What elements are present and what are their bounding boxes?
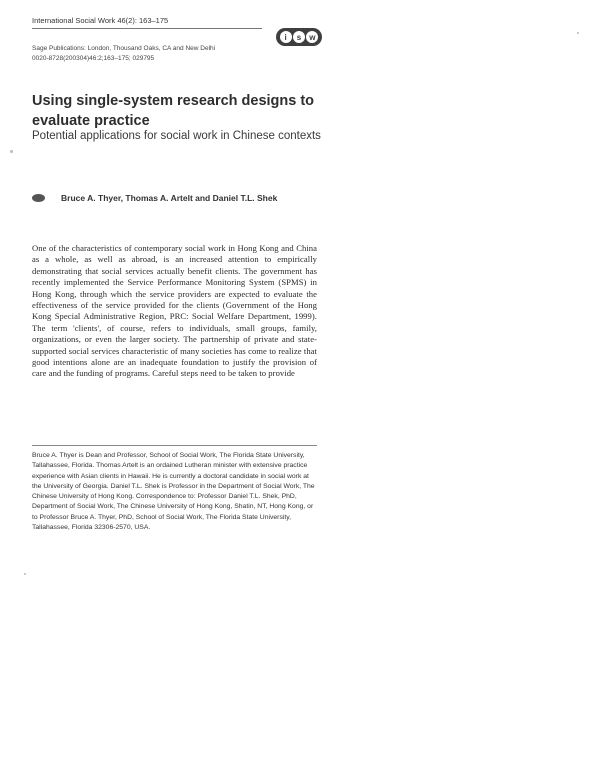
author-footnote: Bruce A. Thyer is Dean and Professor, School of Social Work, The Florida State University, Tallahassee, Florida. Thomas Artelt is an ordained Lutheran minister with extensive practice experience with Asian clients in Hawaii. He is currently a doctoral candidate in social work at the University of Georgia. Daniel T.L. Shek is Professor in the Department of Social Work, The Chinese University of Hong Kong. Correspondence to: Professor Daniel T.L. Shek, PhD, Department of Social Work, The Chinese University of Hong Kong, Shatin, NT, Hong Kong, or to Professor Bruce A. Thyer, PhD, School of Social Work, The Florida State University, Tallahassee, Florida 32306-2570, USA. — [32, 445, 317, 533]
isw-logo — [276, 28, 322, 46]
body-paragraph: One of the characteristics of contemporary social work in Hong Kong and China as a whole, as well as abroad, is an increased attention to empirically demonstrating that social services actually benefit clients. The government has recently implemented the Service Performance Monitoring System (SPMS) in Hong Kong, through which the service providers are expected to evaluate the effectiveness of the service provided for the clients (Government of the Hong Kong Special Administrative Region, PRC: Social Welfare Department, 1999). The term 'clients', of course, refers to individuals, small groups, family, organizations, or even the larger society. The partnership of private and state-supported social services characteristic of many societies has come to realize that good intentions alone are an inadequate foundation to justify the provision of care and the funding of programs. Careful steps need to be taken to provide — [32, 243, 317, 379]
publisher-info — [32, 44, 215, 64]
logo-letter-s: s — [293, 31, 305, 43]
scan-speck — [24, 573, 26, 575]
article-title: Using single-system research designs to evaluate practice — [32, 93, 315, 129]
publisher-line-1: Sage Publications: London, Thousand Oaks, CA and New Delhi — [32, 45, 216, 52]
bullet-icon — [32, 194, 45, 202]
journal-citation: International Social Work 46(2): 163–175 — [32, 16, 262, 29]
authors: Bruce A. Thyer, Thomas A. Artelt and Daniel T.L. Shek — [61, 193, 278, 203]
scan-speck — [10, 150, 13, 153]
article-subtitle: Potential applications for social work in Chinese contexts — [32, 130, 321, 142]
logo-letter-w: w — [306, 31, 318, 43]
author-line — [32, 193, 277, 203]
publisher-line-2: 0020-8728(200304)46:2;163–175; 029795 — [32, 55, 155, 62]
logo-letter-i: i — [280, 31, 292, 43]
scan-speck — [577, 32, 579, 34]
